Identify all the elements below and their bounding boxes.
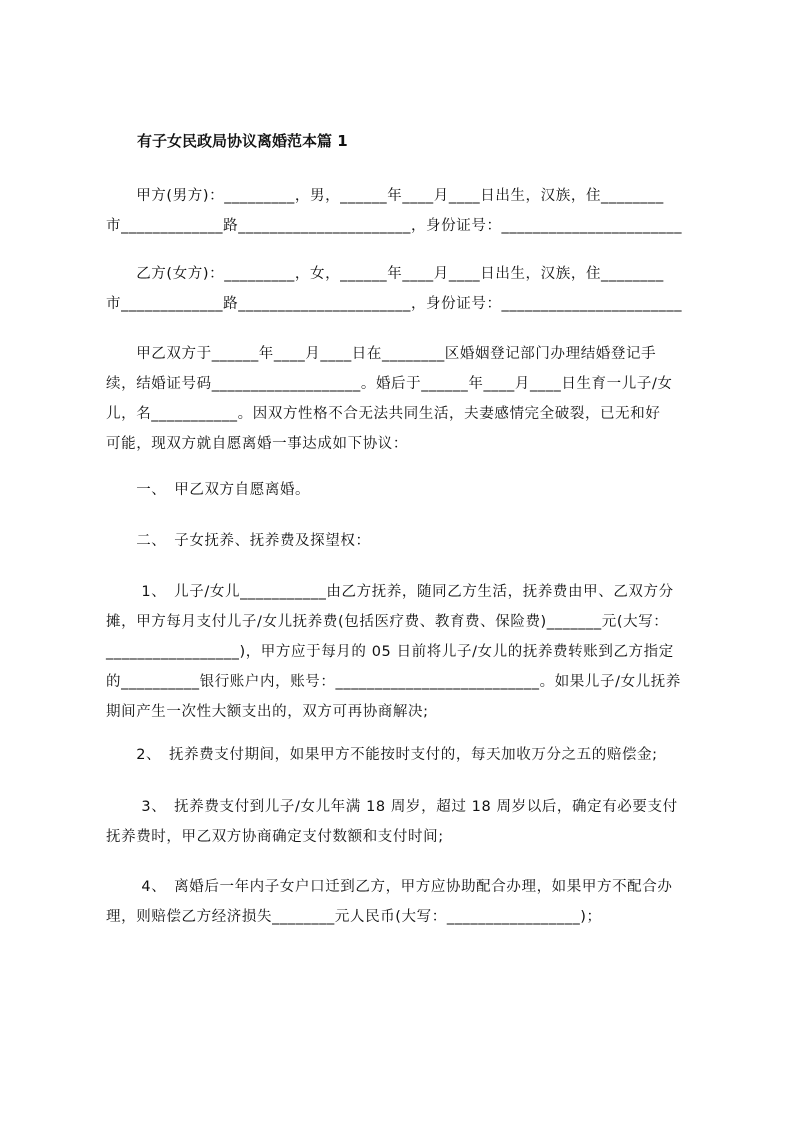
text-line: 2、 抚养费支付期间，如果甲方不能按时支付的，每天加收万分之五的赔偿金;	[106, 747, 658, 763]
document-title: 有子女民政局协议离婚范本篇 1	[137, 132, 348, 150]
text-line: 期间产生一次性大额支出的，双方可再协商解决;	[106, 704, 429, 720]
text-line: 甲方(男方)：_________，男，______年____月____日出生，汉族，住________	[106, 188, 664, 204]
text-line: 3、 抚养费支付到儿子/女儿年满 18 周岁，超过 18 周岁以后，确定有必要支付	[106, 799, 678, 815]
text-line: 一、 甲乙双方自愿离婚。	[106, 482, 311, 498]
paragraph-party-a	[106, 181, 704, 241]
paragraph-clause-1	[106, 475, 704, 505]
text-line: _________________)，甲方应于每月的 05 日前将儿子/女儿的抚养费转账到乙方指定	[106, 644, 674, 660]
paragraph-marriage-facts	[106, 339, 704, 459]
text-line: 摊，甲方每月支付儿子/女儿抚养费(包括医疗费、教育费、保险费)_______元(大写：	[106, 614, 669, 630]
text-line: 乙方(女方)：_________，女，______年____月____日出生，汉族，住________	[106, 266, 664, 282]
paragraph-clause-2-2	[106, 740, 704, 770]
text-line: 续，结婚证号码___________________。婚后于______年____月____日生育一儿子/女	[106, 376, 673, 392]
paragraph-clause-2-1	[106, 577, 704, 727]
text-line: 抚养费时，甲乙双方协商确定支付数额和支付时间;	[106, 829, 444, 845]
paragraph-clause-2-4	[106, 872, 704, 932]
text-line: 4、 离婚后一年内子女户口迁到乙方，甲方应协助配合办理，如果甲方不配合办	[106, 879, 673, 895]
text-line: 市_____________路______________________，身份证号：_______________________	[106, 296, 683, 312]
paragraph-clause-2-3	[106, 792, 704, 852]
text-line: 儿，名___________。因双方性格不合无法共同生活，夫妻感情完全破裂，已无和好	[106, 406, 661, 422]
text-line: 市_____________路______________________，身份证号：_______________________	[106, 218, 683, 234]
text-line: 的__________银行账户内，账号：__________________________。如果儿子/女儿抚养	[106, 674, 681, 690]
text-line: 理，则赔偿乙方经济损失________元人民币(大写：_________________)；	[106, 909, 602, 925]
text-line: 1、 儿子/女儿___________由乙方抚养，随同乙方生活，抚养费由甲、乙双方分	[106, 584, 674, 600]
paragraph-clause-2	[106, 526, 704, 556]
paragraph-party-b	[106, 259, 704, 319]
text-line: 二、 子女抚养、抚养费及探望权：	[106, 533, 371, 549]
text-line: 可能，现双方就自愿离婚一事达成如下协议：	[106, 436, 408, 452]
text-line: 甲乙双方于______年____月____日在________区婚姻登记部门办理结婚登记手	[106, 346, 657, 362]
